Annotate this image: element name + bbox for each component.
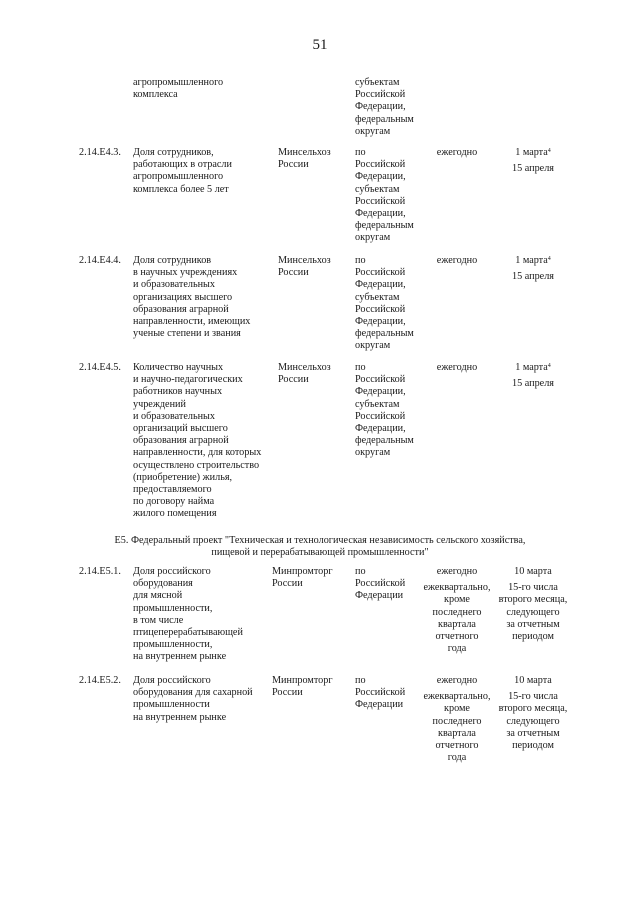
footnote-mark: 4 bbox=[547, 363, 551, 369]
frequency: ежегодно bbox=[436, 362, 478, 373]
deadline: 10 марта 15-го числа второго месяца, следующего за отчетным периодом bbox=[498, 675, 568, 752]
indicator-level: по Российской Федерации, субъектам Российской Федерации, федеральным округам bbox=[355, 362, 414, 459]
frequency: ежегодно bbox=[436, 255, 478, 266]
footnote-mark: 4 bbox=[547, 148, 551, 154]
responsible-org: Минсельхоз России bbox=[278, 255, 331, 279]
frequency: ежегодно ежеквартально, кроме последнего квартала отчетного года bbox=[423, 675, 491, 764]
indicator-level: по Российской Федерации bbox=[355, 566, 406, 602]
indicator-name: агропромышленного комплекса bbox=[133, 77, 224, 101]
indicator-level: субъектам Российской Федерации, федеральным округам bbox=[355, 77, 414, 137]
responsible-org: Минпромторг России bbox=[272, 566, 333, 590]
indicator-name: Доля сотрудников в научных учреждениях и образовательных организациях высшего образования аграрной направленности, имеющих ученые степени и звания bbox=[133, 255, 251, 340]
indicator-code: 2.14.Е4.5. bbox=[79, 362, 121, 373]
deadline: 1 марта$^4$ 15 апреля bbox=[512, 362, 554, 390]
indicator-level: по Российской Федерации bbox=[355, 675, 406, 711]
indicator-level: по Российской Федерации, субъектам Российской Федерации, федеральным округам bbox=[355, 255, 414, 352]
indicator-code: 2.14.Е4.4. bbox=[79, 255, 121, 266]
deadline: 10 марта 15-го числа второго месяца, следующего за отчетным периодом bbox=[498, 566, 568, 643]
frequency: ежегодно bbox=[436, 147, 478, 158]
indicator-name: Доля российского оборудования для мясной промышленности, в том числе птицеперерабатывающей промышленности, на внутреннем рынке bbox=[133, 566, 243, 663]
indicator-code: 2.14.Е5.2. bbox=[79, 675, 121, 686]
footnote-mark: 4 bbox=[547, 256, 551, 262]
indicator-name: Количество научных и научно-педагогических работников научных учреждений и образовательных организаций высшего образования аграрной направленности, для которых осуществлено строительство (приобретение) жилья, предоставляемого по договору найма жилого помещения bbox=[133, 362, 262, 520]
frequency: ежегодно ежеквартально, кроме последнего квартала отчетного года bbox=[423, 566, 491, 655]
deadline: 1 марта$^4$ 15 апреля bbox=[512, 255, 554, 283]
indicator-name: Доля сотрудников, работающих в отрасли агропромышленного комплекса более 5 лет bbox=[133, 147, 232, 195]
responsible-org: Минпромторг России bbox=[272, 675, 333, 699]
indicator-name: Доля российского оборудования для сахарной промышленности на внутреннем рынке bbox=[133, 675, 253, 723]
indicator-code: 2.14.Е4.3. bbox=[79, 147, 121, 158]
page-number: 51 bbox=[312, 37, 328, 53]
responsible-org: Минсельхоз России bbox=[278, 147, 331, 171]
section-title: Е5. Федеральный проект "Техническая и технологическая независимость сельского хозяйства, пищевой и перерабатывающей промышленности" bbox=[114, 535, 526, 559]
indicator-code: 2.14.Е5.1. bbox=[79, 566, 121, 577]
indicator-level: по Российской Федерации, субъектам Российской Федерации, федеральным округам bbox=[355, 147, 414, 244]
deadline: 1 марта$^4$ 15 апреля bbox=[512, 147, 554, 175]
responsible-org: Минсельхоз России bbox=[278, 362, 331, 386]
